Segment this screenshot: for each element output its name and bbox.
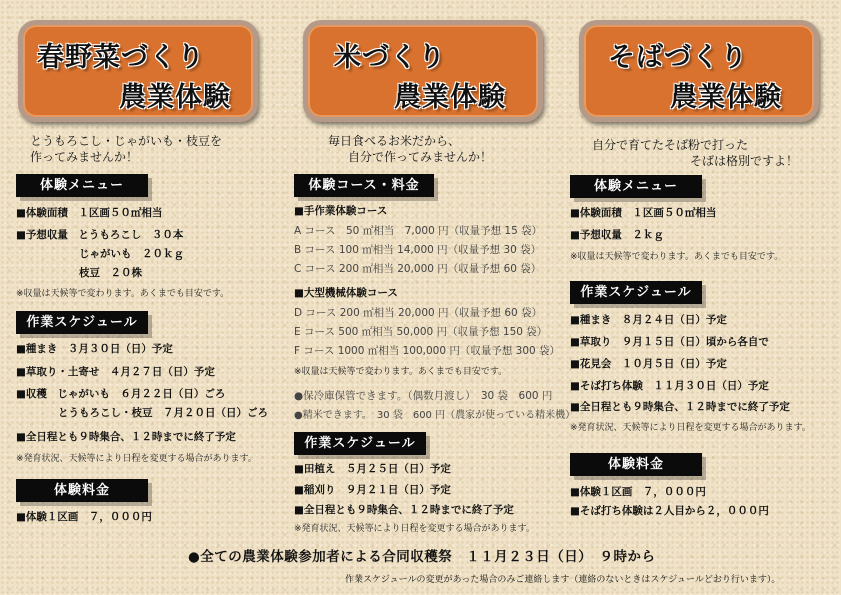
spring-schedule-line: ■収穫 じゃがいも ６月２２日（日）ごろ: [16, 388, 226, 400]
rice-machine-label: ■大型機械体験コース: [294, 287, 398, 299]
spring-intro-line1: とうもろこし・じゃがいも・枝豆を: [30, 134, 223, 148]
soba-menu-header: 体験メニュー: [570, 175, 702, 198]
spring-intro-line2: 作ってみませんか！: [30, 150, 139, 164]
rice-schedule-line: ■全日程とも９時集合、１２時までに終了予定: [294, 504, 514, 516]
spring-schedule-line: ■全日程とも９時集合、１２時までに終了予定: [16, 431, 236, 443]
rice-yield-note: ※収量は天候等で変わります。あくまでも目安です。: [294, 367, 508, 377]
soba-menu-line: ■体験面積 １区画５０㎡相当: [570, 207, 717, 219]
soba-schedule-line: ■種まき ８月２４日（日）予定: [570, 314, 727, 326]
spring-menu-line: ■体験面積 １区画５０㎡相当: [16, 207, 163, 219]
rice-extra-line: ●保冷庫保管できます。（偶数月渡し） 30 袋 600 円: [294, 390, 553, 402]
rice-course-line: D コース 200 ㎡相当 20,000 円（収量予想 60 袋）: [294, 307, 543, 319]
soba-schedule-line: ■草取り ９月１５日（日）頃から各自で: [570, 336, 769, 348]
spring-schedule-note: ※発育状況、天候等により日程を変更する場合があります。: [16, 454, 257, 464]
spring-vegetable-title-box: [18, 20, 258, 122]
soba-intro-line2: そばは格別ですよ！: [690, 154, 799, 168]
rice-manual-label: ■手作業体験コース: [294, 205, 388, 217]
soba-menu-line: ■予想収量 ２ｋｇ: [570, 229, 664, 241]
soba-fee-header: 体験料金: [570, 453, 702, 476]
spring-fee-header: 体験料金: [16, 479, 148, 502]
soba-menu-note: ※収量は天候等で変わります。あくまでも目安です。: [570, 252, 784, 262]
rice-schedule-line: ■稲刈り ９月２１日（日）予定: [294, 484, 451, 496]
spring-fee-line: ■体験１区画 ７，０００円: [16, 511, 152, 523]
soba-subtitle: 農業体験: [670, 82, 782, 113]
schedule-change-note: 作業スケジュールの変更があった場合のみご連絡します（連絡のないときはスケジュールどおり行います）。: [345, 575, 781, 585]
spring-menu-line: 枝豆 ２０株: [16, 267, 142, 279]
rice-course-line: E コース 500 ㎡相当 50,000 円（収量予想 150 袋）: [294, 326, 548, 338]
soba-schedule-header: 作業スケジュール: [570, 281, 702, 304]
spring-menu-line: ■予想収量 とうもろこし ３０本: [16, 229, 184, 241]
rice-course-line: F コース 1000 ㎡相当 100,000 円（収量予想 300 袋）: [294, 345, 561, 357]
soba-schedule-note: ※発育状況、天候等により日程を変更する場合があります。: [570, 423, 811, 433]
spring-vegetable-title: 春野菜づくり: [37, 42, 205, 73]
rice-extra-line: ●精米できます。 30 袋 600 円（農家が使っている精米機）: [294, 410, 576, 421]
spring-schedule-line: ■草取り・土寄せ ４月２７日（日）予定: [16, 366, 215, 378]
soba-schedule-line: ■全日程とも９時集合、１２時までに終了予定: [570, 401, 790, 413]
rice-course-line: C コース 200 ㎡相当 20,000 円（収量予想 60 袋）: [294, 263, 542, 275]
spring-vegetable-subtitle: 農業体験: [119, 82, 231, 113]
harvest-festival-announcement: ●全ての農業体験参加者による合同収穫祭 １１月２３日（日） ９時から: [188, 549, 656, 565]
rice-title-box: [303, 20, 543, 122]
rice-title: 米づくり: [334, 42, 446, 73]
soba-schedule-line: ■花見会 １０月５日（日）予定: [570, 358, 727, 370]
rice-subtitle: 農業体験: [394, 82, 506, 113]
rice-intro-line1: 毎日食べるお米だから、: [328, 134, 461, 148]
soba-schedule-line: ■そば打ち体験 １１月３０日（日）予定: [570, 380, 769, 392]
rice-schedule-line: ■田植え ５月２５日（日）予定: [294, 463, 451, 475]
spring-menu-note: ※収量は天候等で変わります。あくまでも目安です。: [16, 289, 230, 299]
spring-schedule-header: 作業スケジュール: [16, 311, 148, 334]
spring-schedule-line: とうもろこし・枝豆 ７月２０日（日）ごろ: [16, 407, 268, 419]
spring-menu-line: じゃがいも ２０ｋｇ: [16, 248, 184, 260]
rice-intro-line2: 自分で作ってみませんか！: [348, 150, 493, 164]
spring-schedule-line: ■種まき ３月３０日（日）予定: [16, 343, 173, 355]
rice-schedule-note: ※発育状況、天候等により日程を変更する場合があります。: [294, 524, 535, 534]
rice-course-line: B コース 100 ㎡相当 14,000 円（収量予想 30 袋）: [294, 244, 542, 256]
rice-course-header: 体験コース・料金: [294, 174, 434, 197]
soba-title-box: [579, 20, 819, 122]
rice-course-line: A コース 50 ㎡相当 7,000 円（収量予想 15 袋）: [294, 225, 543, 237]
soba-title: そばづくり: [608, 42, 748, 73]
spring-menu-header: 体験メニュー: [16, 174, 148, 197]
rice-schedule-header: 作業スケジュール: [294, 432, 426, 455]
soba-intro-line1: 自分で育てたそば粉で打った: [592, 138, 749, 152]
soba-fee-line: ■体験１区画 ７，０００円: [570, 486, 706, 498]
soba-fee-line: ■そば打ち体験は２人目から２，０００円: [570, 505, 769, 517]
